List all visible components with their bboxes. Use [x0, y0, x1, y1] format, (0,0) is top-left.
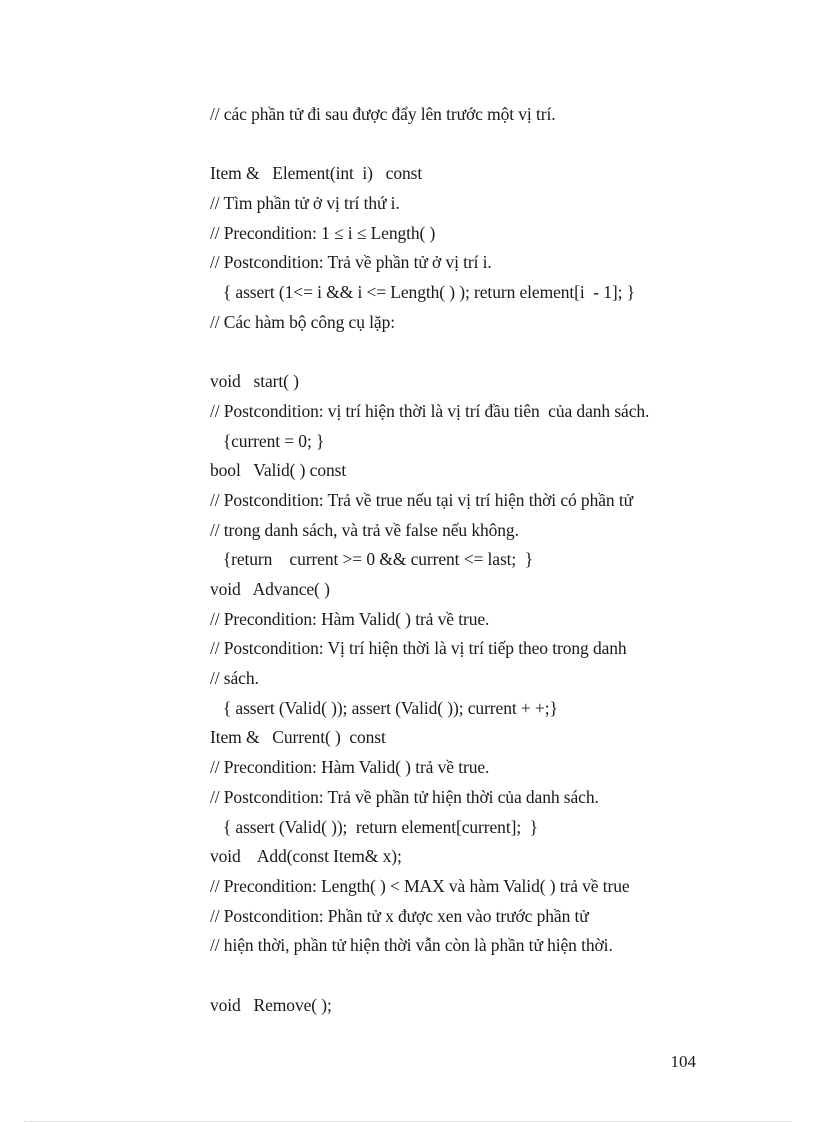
comment-line: // Precondition: Hàm Valid( ) trả về true.: [210, 757, 490, 778]
comment-line: // Precondition: 1 ≤ i ≤ Length( ): [210, 222, 436, 243]
code-line: { assert (Valid( )); return element[current]; }: [210, 816, 538, 837]
code-line: { assert (Valid( )); assert (Valid( )); current + +;}: [210, 697, 558, 718]
code-line: void Advance( ): [210, 579, 330, 599]
code-line: void Add(const Item& x);: [210, 846, 402, 867]
comment-line: // Các hàm bộ công cụ lặp:: [210, 311, 395, 332]
code-line: Item & Element(int i) const: [210, 163, 423, 184]
code-line: void start( ): [210, 371, 299, 392]
comment-line: // Postcondition: Trả về true nếu tại vị trí hiện thời có phần tử: [210, 489, 633, 510]
comment-line: // Tìm phần tử ở vị trí thứ i.: [210, 193, 400, 214]
comment-line: // Precondition: Hàm Valid( ) trả về true.: [210, 608, 490, 629]
page-bottom-divider: [24, 1121, 792, 1122]
comment-line: // các phần tử đi sau được đẩy lên trước một vị trí.: [210, 104, 556, 124]
comment-line: // Postcondition: Phần tử x được xen vào trước phần tử: [210, 905, 589, 926]
comment-line: // trong danh sách, và trả về false nếu không.: [210, 519, 519, 540]
code-line: bool Valid( ) const: [210, 460, 347, 481]
comment-line: // Postcondition: vị trí hiện thời là vị trí đầu tiên của danh sách.: [210, 400, 650, 421]
comment-line: // Postcondition: Trả về phần tử hiện thời của danh sách.: [210, 786, 599, 807]
code-line: { assert (1<= i && i <= Length( ) ); return element[i - 1]; }: [210, 282, 635, 303]
comment-line: // hiện thời, phần tử hiện thời vẫn còn là phần tử hiện thời.: [210, 935, 613, 956]
blank-line: [210, 338, 770, 368]
code-line: Item & Current( ) const: [210, 727, 386, 748]
blank-line: [210, 961, 770, 991]
code-listing: [210, 100, 770, 1020]
comment-line: // sách.: [210, 668, 259, 689]
comment-line: // Postcondition: Vị trí hiện thời là vị trí tiếp theo trong danh: [210, 638, 627, 659]
comment-line: // Postcondition: Trả về phần tử ở vị trí i.: [210, 252, 492, 273]
blank-line: [210, 130, 770, 160]
code-line: void Remove( );: [210, 994, 332, 1015]
comment-line: // Precondition: Length( ) < MAX và hàm Valid( ) trả về true: [210, 875, 630, 896]
code-line: {current = 0; }: [210, 430, 325, 451]
page-number: 104: [670, 1052, 696, 1071]
code-line: {return current >= 0 && current <= last; }: [210, 549, 534, 570]
